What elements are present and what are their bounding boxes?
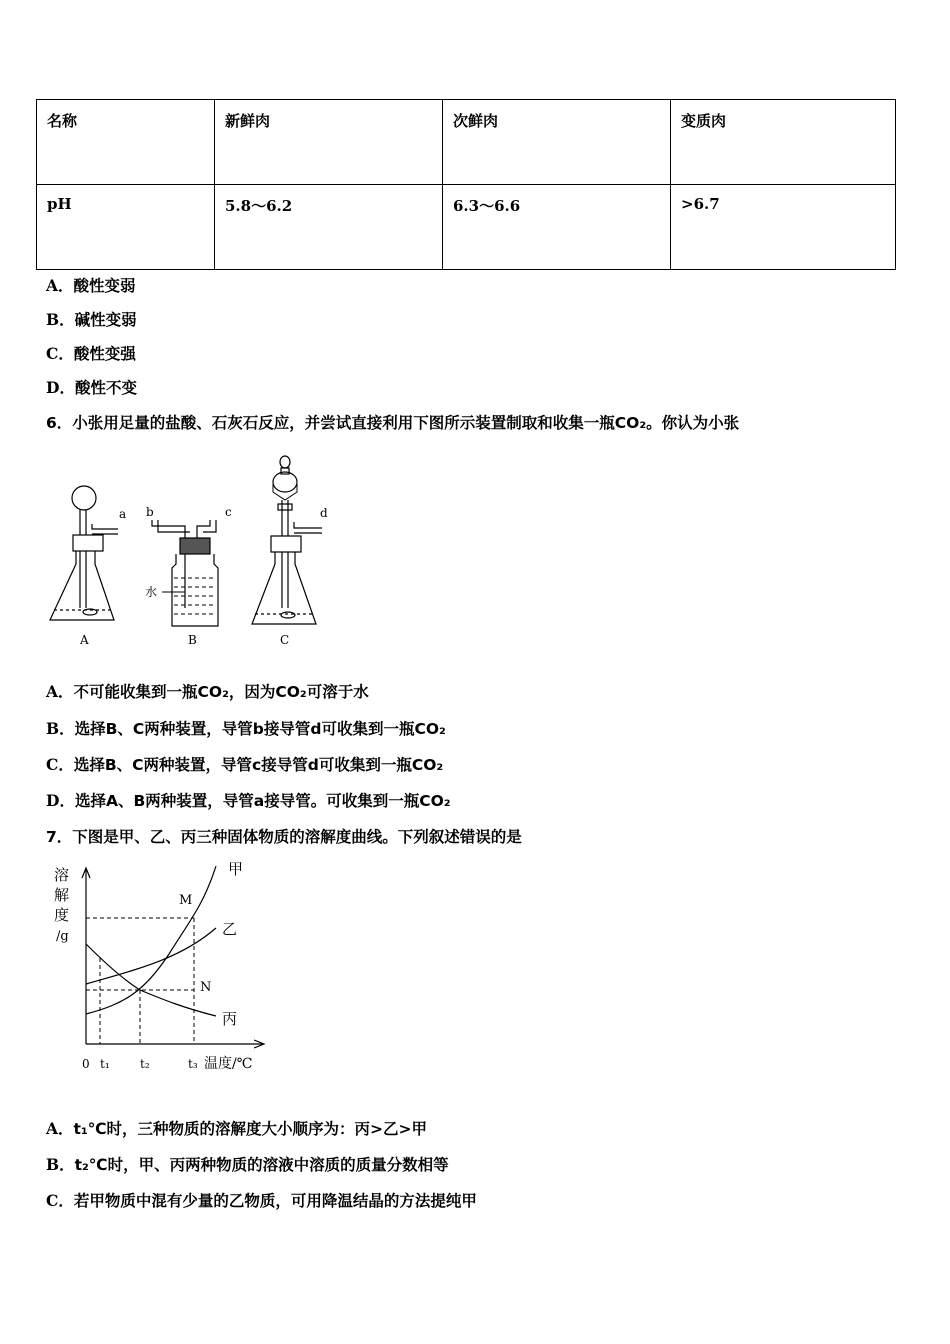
x-tick-origin: 0 [82,1057,90,1071]
table-cell: >6.7 [671,185,896,270]
label-n: N [200,980,212,995]
label-bing: 丙 [222,1010,238,1028]
q7-solubility-graph [44,852,284,1082]
q5-option-a: A．酸性变弱 [46,276,136,295]
ylabel-char: 度 [54,906,70,924]
q7-option-b: B．t₂℃时，甲、丙两种物质的溶液中溶质的质量分数相等 [46,1155,449,1174]
label-m: M [179,893,193,908]
guide-lines [86,918,194,1044]
apparatus-b [145,505,232,647]
ylabel-char: /g [56,929,69,944]
table-cell: 名称 [37,100,215,185]
label-C: C [280,633,290,647]
label-d: d [320,506,328,520]
x-tick-t1: t₁ [100,1057,110,1071]
q5-option-b: B．碱性变弱 [46,310,137,329]
label-A: A [80,633,89,647]
table-cell: 新鲜肉 [215,100,443,185]
q7-option-c: C．若甲物质中混有少量的乙物质，可用降温结晶的方法提纯甲 [46,1191,477,1210]
label-jia: 甲 [228,860,244,878]
x-tick-t2: t₂ [140,1057,150,1071]
q6-stem: 6．小张用足量的盐酸、石灰石反应，并尝试直接利用下图所示装置制取和收集一瓶CO₂。你认为小张 [46,414,740,432]
q5-option-c: C．酸性变强 [46,344,136,363]
apparatus-a [50,486,126,647]
q6-apparatus-figure [40,440,350,652]
table-row [37,185,896,270]
label-B: B [188,633,197,647]
curve-yi [86,928,216,984]
q7-stem: 7．下图是甲、乙、丙三种固体物质的溶解度曲线。下列叙述错误的是 [46,828,522,846]
ylabel-char: 解 [54,886,70,904]
table-cell: 变质肉 [671,100,896,185]
q6-option-a: A．不可能收集到一瓶CO₂，因为CO₂可溶于水 [46,682,369,701]
label-b: b [146,505,154,519]
q6-option-b: B．选择B、C两种装置，导管b接导管d可收集到一瓶CO₂ [46,719,446,738]
table-cell: 6.3～6.6 [443,185,671,270]
x-tick-t3: t₃ [188,1057,198,1071]
table-cell: pH [37,185,215,270]
table-cell: 次鲜肉 [443,100,671,185]
x-axis-label: 温度/℃ [204,1056,253,1072]
ylabel-char: 溶 [54,866,70,884]
q7-option-a: A．t₁℃时，三种物质的溶解度大小顺序为：丙>乙>甲 [46,1119,427,1138]
table-header-row [37,100,896,185]
curve-jia [86,866,216,1014]
label-yi: 乙 [222,920,238,938]
apparatus-c [252,456,328,647]
ph-table [36,99,896,270]
curve-bing [86,944,216,1016]
table-cell: 5.8～6.2 [215,185,443,270]
label-water: 水 [145,585,158,599]
q5-option-d: D．酸性不变 [46,378,137,397]
q6-option-d: D．选择A、B两种装置，导管a接导管。可收集到一瓶CO₂ [46,791,451,810]
label-c: c [225,505,232,519]
label-a: a [119,507,127,521]
q6-option-c: C．选择B、C两种装置，导管c接导管d可收集到一瓶CO₂ [46,755,444,774]
